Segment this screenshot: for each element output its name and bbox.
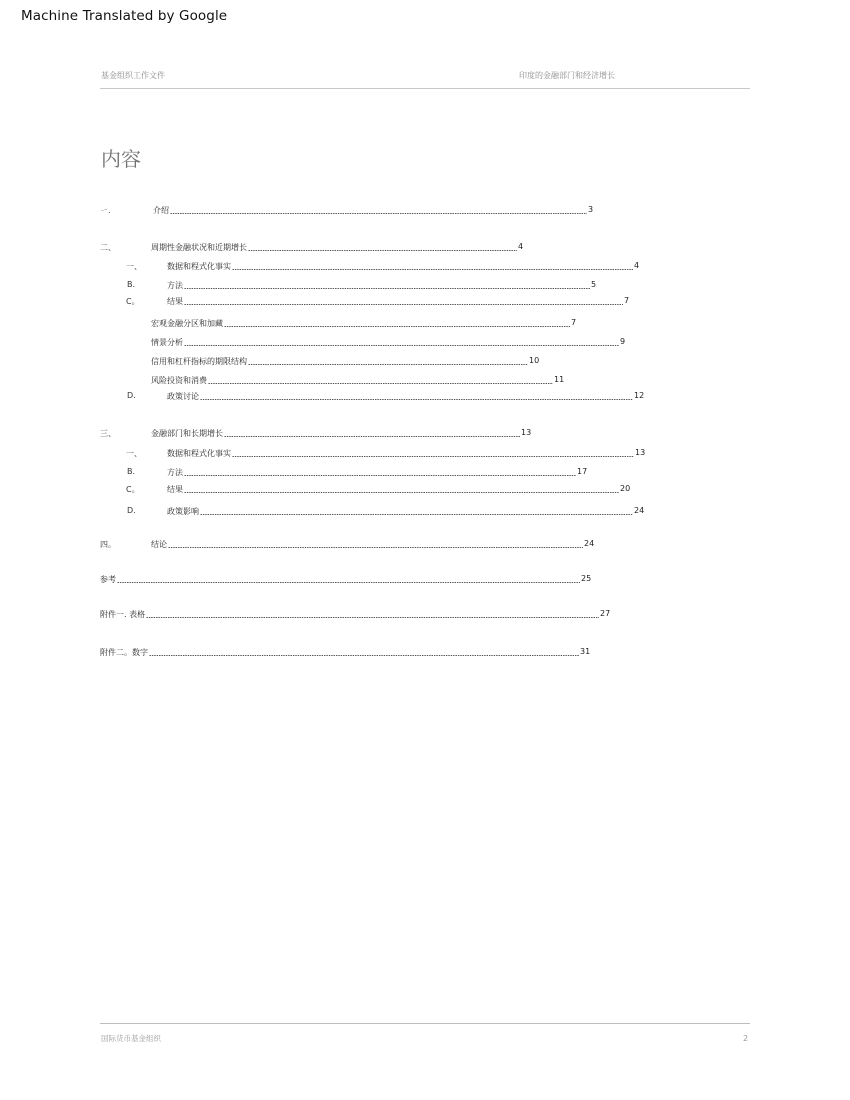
toc-entry[interactable] — [0, 296, 850, 308]
toc-leader-dots — [232, 448, 634, 459]
toc-entry-page: 24 — [584, 539, 595, 548]
toc-entry-label: 附件一. 表格 — [100, 610, 146, 619]
toc-entry-label: 方法 — [167, 281, 183, 290]
page-number: 2 — [743, 1034, 749, 1043]
toc-entry[interactable] — [0, 448, 850, 460]
toc-entry[interactable] — [0, 574, 850, 586]
toc-entry-number: C。 — [126, 485, 140, 494]
toc-entry-page: 13 — [635, 448, 646, 457]
toc-entry-number: C。 — [126, 297, 140, 306]
toc-entry-page: 4 — [634, 261, 640, 270]
toc-leader-dots — [168, 539, 583, 550]
toc-entry-label: 情景分析 — [151, 338, 183, 347]
toc-entry-page: 27 — [600, 609, 611, 618]
toc-entry[interactable] — [0, 484, 850, 496]
toc-entry-label: 政策讨论 — [167, 392, 199, 401]
toc-entry[interactable] — [0, 318, 850, 330]
toc-leader-dots — [208, 375, 553, 386]
toc-entry-number: D. — [127, 391, 136, 400]
toc-entry-page: 9 — [620, 337, 626, 346]
toc-entry-number: ㄧ. — [100, 206, 111, 215]
toc-entry-page: 5 — [591, 280, 597, 289]
toc-entry-label: 金融部门和长期增长 — [151, 429, 223, 438]
toc-entry-number: D. — [127, 506, 136, 515]
toc-leader-dots — [117, 574, 580, 585]
toc-entry[interactable] — [0, 467, 850, 479]
toc-entry-label: 结果 — [167, 485, 183, 494]
toc-entry-page: 25 — [581, 574, 592, 583]
toc-entry-page: 24 — [634, 506, 645, 515]
toc-leader-dots — [224, 318, 570, 329]
toc-entry-label: 结果 — [167, 297, 183, 306]
toc-leader-dots — [170, 205, 587, 216]
machine-translation-banner: Machine Translated by Google — [21, 8, 228, 24]
toc-entry-label: 结论 — [151, 540, 167, 549]
toc-entry-label: 数据和程式化事实 — [167, 262, 231, 271]
toc-leader-dots — [184, 467, 576, 478]
toc-entry-label: 方法 — [167, 468, 183, 477]
toc-leader-dots — [248, 356, 528, 367]
toc-entry-label: 附件二。数字 — [100, 648, 148, 657]
toc-entry[interactable] — [0, 375, 850, 387]
toc-entry-number: 四。 — [100, 540, 116, 549]
toc-leader-dots — [232, 261, 633, 272]
toc-entry[interactable] — [0, 242, 850, 254]
toc-entry-page: 17 — [577, 467, 588, 476]
toc-leader-dots — [184, 296, 623, 307]
toc-leader-dots — [149, 647, 579, 658]
toc-entry-number: 二、 — [100, 243, 116, 252]
toc-entry-label: 宏观金融分区和加藏 — [151, 319, 223, 328]
toc-entry-page: 11 — [554, 375, 565, 384]
running-header — [100, 70, 750, 89]
toc-entry-page: 13 — [521, 428, 532, 437]
toc-entry-label: 周期性金融状况和近期增长 — [151, 243, 247, 252]
toc-entry-label: 信用和杠杆指标的期限结构 — [151, 357, 247, 366]
toc-entry-label: 数据和程式化事实 — [167, 449, 231, 458]
toc-entry-page: 7 — [571, 318, 577, 327]
toc-entry-page: 3 — [588, 205, 594, 214]
header-document-title: 印度的金融部门和经济增长 — [519, 71, 615, 80]
toc-entry[interactable] — [0, 647, 850, 659]
toc-entry[interactable] — [0, 391, 850, 403]
toc-entry-page: 31 — [580, 647, 591, 656]
toc-entry-number: 一、 — [126, 262, 142, 271]
toc-entry-label: 风险投资和消费 — [151, 376, 207, 385]
toc-leader-dots — [184, 280, 590, 291]
toc-entry-label: 政策影响 — [167, 507, 199, 516]
toc-entry[interactable] — [0, 539, 850, 551]
toc-entry-label: 参考 — [100, 575, 116, 584]
toc-entry-number: 一、 — [126, 449, 142, 458]
toc-entry-page: 10 — [529, 356, 540, 365]
toc-leader-dots — [146, 609, 599, 620]
footer-divider — [100, 1023, 750, 1024]
toc-entry[interactable] — [0, 337, 850, 349]
toc-entry[interactable] — [0, 428, 850, 440]
toc-entry[interactable] — [0, 609, 850, 621]
toc-entry[interactable] — [0, 356, 850, 368]
toc-entry-page: 4 — [518, 242, 524, 251]
toc-heading: 内容 — [101, 147, 141, 171]
toc-entry-page: 7 — [624, 296, 630, 305]
toc-entry-label: 介绍 — [153, 206, 169, 215]
toc-leader-dots — [200, 391, 633, 402]
toc-entry[interactable] — [0, 280, 850, 292]
toc-entry[interactable] — [0, 261, 850, 273]
toc-entry-page: 12 — [634, 391, 645, 400]
toc-leader-dots — [184, 484, 619, 495]
toc-leader-dots — [200, 506, 633, 517]
toc-entry-number: B. — [127, 280, 136, 289]
toc-entry-page: 20 — [620, 484, 631, 493]
header-series-title: 基金组织工作文件 — [101, 71, 165, 80]
toc-leader-dots — [184, 337, 619, 348]
toc-entry-number: B. — [127, 467, 136, 476]
toc-entry[interactable] — [0, 506, 850, 518]
toc-entry[interactable] — [0, 205, 850, 217]
toc-leader-dots — [248, 242, 517, 253]
toc-entry-number: 三、 — [100, 429, 116, 438]
toc-leader-dots — [224, 428, 520, 439]
footer-organization: 国际货币基金组织 — [101, 1034, 161, 1043]
